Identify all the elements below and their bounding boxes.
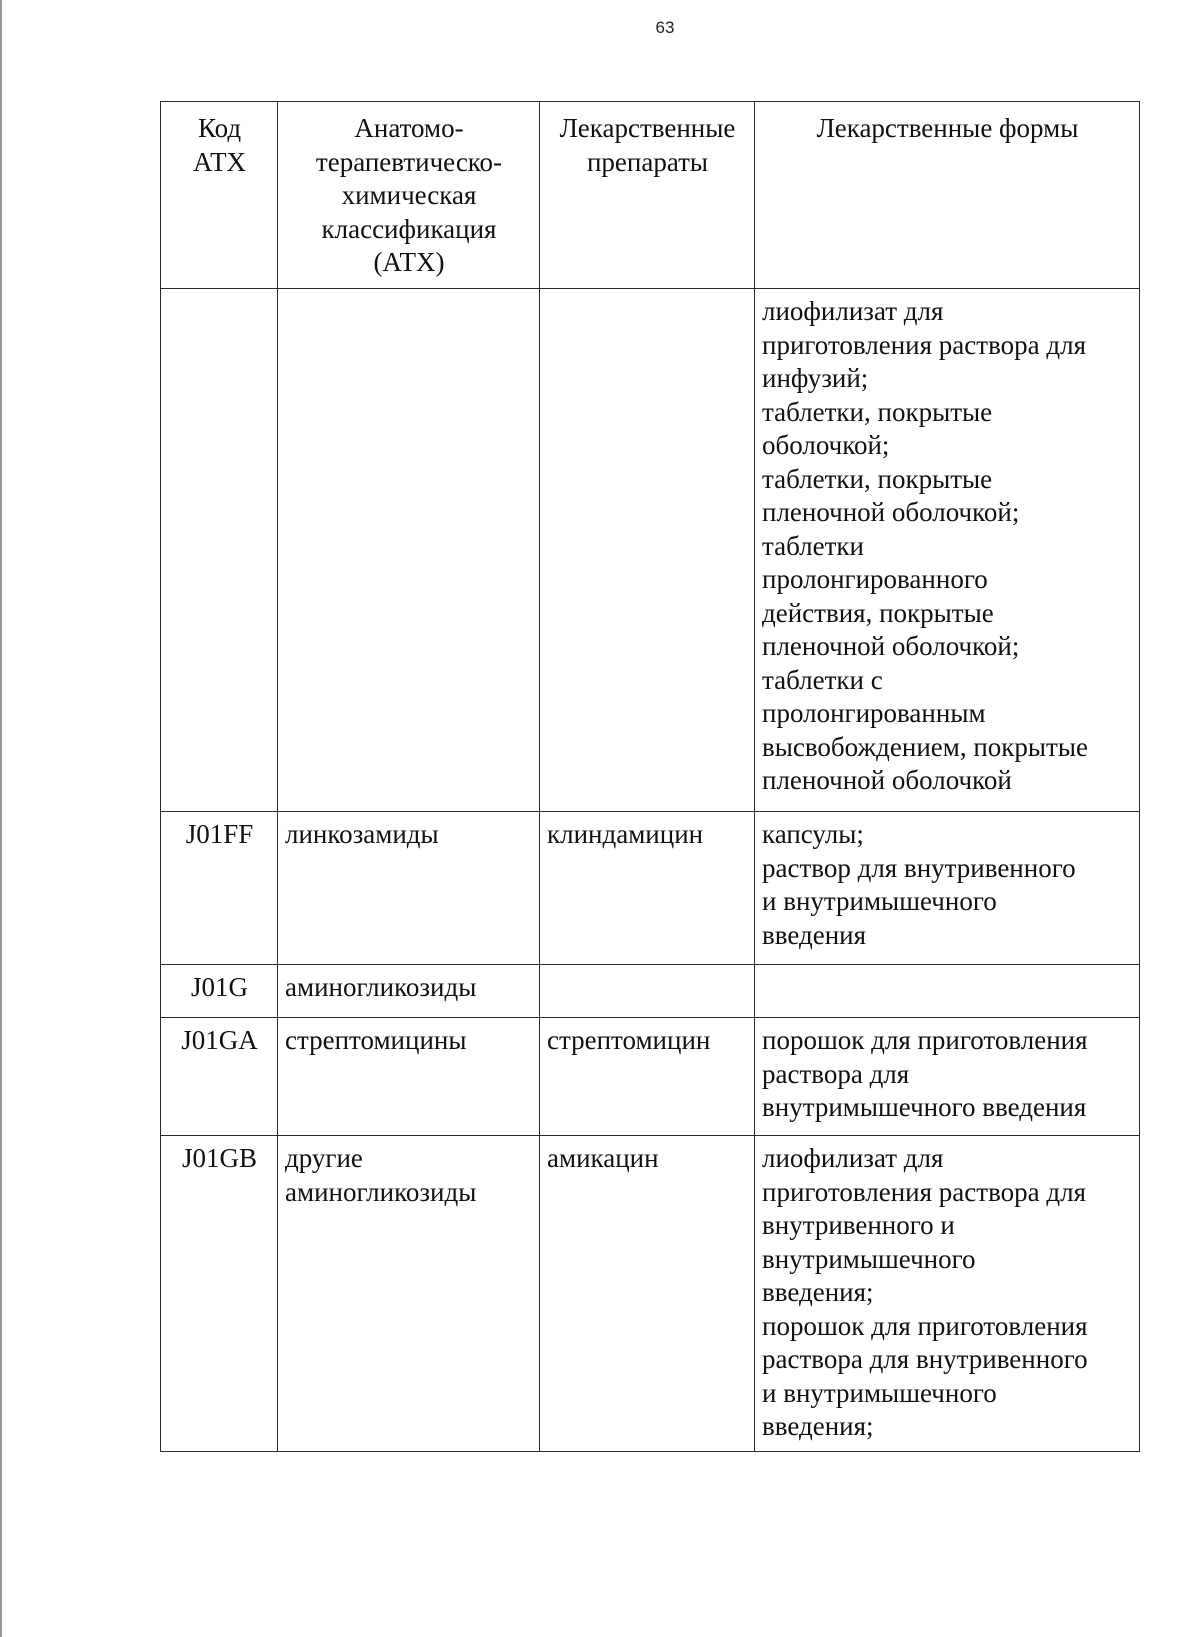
cell-drug bbox=[540, 1136, 755, 1452]
form-line: таблетки с bbox=[762, 664, 883, 695]
form-line: внутримышечного введения bbox=[762, 1092, 1087, 1122]
drug-line: стрептомицин bbox=[547, 1025, 711, 1055]
table-header-row bbox=[161, 102, 1140, 289]
form-line: капсулы; bbox=[762, 819, 864, 849]
classification-line: стрептомицины bbox=[285, 1025, 467, 1055]
header-classification-line: химическая bbox=[341, 180, 477, 210]
cell-forms bbox=[755, 812, 1140, 965]
form-line: приготовления раствора для bbox=[762, 329, 1086, 360]
atc-drug-table bbox=[160, 101, 1140, 1452]
form-line: внутривенного и bbox=[762, 1210, 955, 1240]
cell-drug bbox=[540, 965, 755, 1018]
form-line: высвобождением, покрытые bbox=[762, 731, 1088, 762]
form-line: порошок для приготовления bbox=[762, 1310, 1088, 1341]
form-line: раствор для внутривенного bbox=[762, 852, 1076, 883]
form-line: пленочной оболочкой; bbox=[762, 631, 1020, 661]
form-line: инфузий; bbox=[762, 363, 869, 393]
header-classification-line: Анатомо- bbox=[354, 113, 464, 143]
header-classification bbox=[278, 102, 540, 289]
form-line: пролонгированным bbox=[762, 698, 986, 728]
form-line: лиофилизат для bbox=[762, 1143, 944, 1173]
table-row bbox=[161, 965, 1140, 1018]
cell-classification bbox=[278, 812, 540, 965]
header-code-line: Код bbox=[197, 113, 242, 143]
cell-code bbox=[161, 289, 278, 812]
cell-forms bbox=[755, 289, 1140, 812]
form-line: порошок для приготовления bbox=[762, 1025, 1088, 1055]
cell-code: J01GA bbox=[161, 1018, 278, 1136]
form-line: и внутримышечного bbox=[762, 1377, 997, 1408]
cell-drug bbox=[540, 289, 755, 812]
page-number: 63 bbox=[655, 18, 675, 37]
form-line: пленочной оболочкой; bbox=[762, 497, 1020, 527]
form-line: таблетки, покрытые bbox=[762, 396, 993, 427]
header-drugs bbox=[540, 102, 755, 289]
header-forms-line: Лекарственные формы bbox=[816, 113, 1079, 143]
table-row bbox=[161, 1136, 1140, 1452]
header-classification-line: терапевтическо- bbox=[315, 146, 503, 177]
form-line: раствора для bbox=[762, 1058, 910, 1089]
form-line: таблетки, покрытые bbox=[762, 463, 993, 494]
table-row bbox=[161, 812, 1140, 965]
cell-classification bbox=[278, 289, 540, 812]
header-drugs-line: препараты bbox=[586, 146, 709, 177]
cell-code: J01FF bbox=[161, 812, 278, 965]
form-line: и внутримышечного bbox=[762, 886, 997, 916]
drug-line: амикацин bbox=[547, 1143, 659, 1173]
cell-forms bbox=[755, 1018, 1140, 1136]
header-drugs-line: Лекарственные bbox=[559, 113, 736, 143]
cell-code: J01G bbox=[161, 965, 278, 1018]
form-line: оболочкой; bbox=[762, 430, 890, 460]
form-line: пленочной оболочкой bbox=[762, 765, 1012, 795]
cell-forms bbox=[755, 1136, 1140, 1452]
form-line: введения bbox=[762, 919, 867, 950]
cell-drug bbox=[540, 1018, 755, 1136]
classification-line: аминогликозиды bbox=[285, 1176, 477, 1207]
header-classification-line: классификация bbox=[321, 213, 497, 244]
table-row bbox=[161, 1018, 1140, 1136]
classification-line: аминогликозиды bbox=[285, 972, 477, 1002]
header-classification-line: (АТХ) bbox=[373, 247, 445, 277]
classification-line: другие bbox=[285, 1143, 363, 1173]
form-line: введения; bbox=[762, 1277, 874, 1307]
cell-classification bbox=[278, 1136, 540, 1452]
table-row bbox=[161, 289, 1140, 812]
cell-classification bbox=[278, 1018, 540, 1136]
scan-edge-line bbox=[0, 0, 2, 1637]
classification-line: линкозамиды bbox=[285, 819, 439, 849]
form-line: пролонгированного bbox=[762, 564, 988, 594]
form-line: внутримышечного bbox=[762, 1243, 976, 1274]
drug-line: клиндамицин bbox=[547, 819, 704, 849]
form-line: приготовления раствора для bbox=[762, 1176, 1086, 1207]
form-line: лиофилизат для bbox=[762, 296, 944, 326]
form-line: таблетки bbox=[762, 530, 865, 561]
cell-classification bbox=[278, 965, 540, 1018]
form-line: действия, покрытые bbox=[762, 597, 994, 628]
form-line: введения; bbox=[762, 1411, 874, 1441]
cell-forms bbox=[755, 965, 1140, 1018]
form-line: раствора для внутривенного bbox=[762, 1344, 1088, 1374]
header-code bbox=[161, 102, 278, 289]
cell-drug bbox=[540, 812, 755, 965]
header-code-line: АТХ bbox=[192, 146, 247, 177]
cell-code: J01GB bbox=[161, 1136, 278, 1452]
header-forms bbox=[755, 102, 1140, 289]
